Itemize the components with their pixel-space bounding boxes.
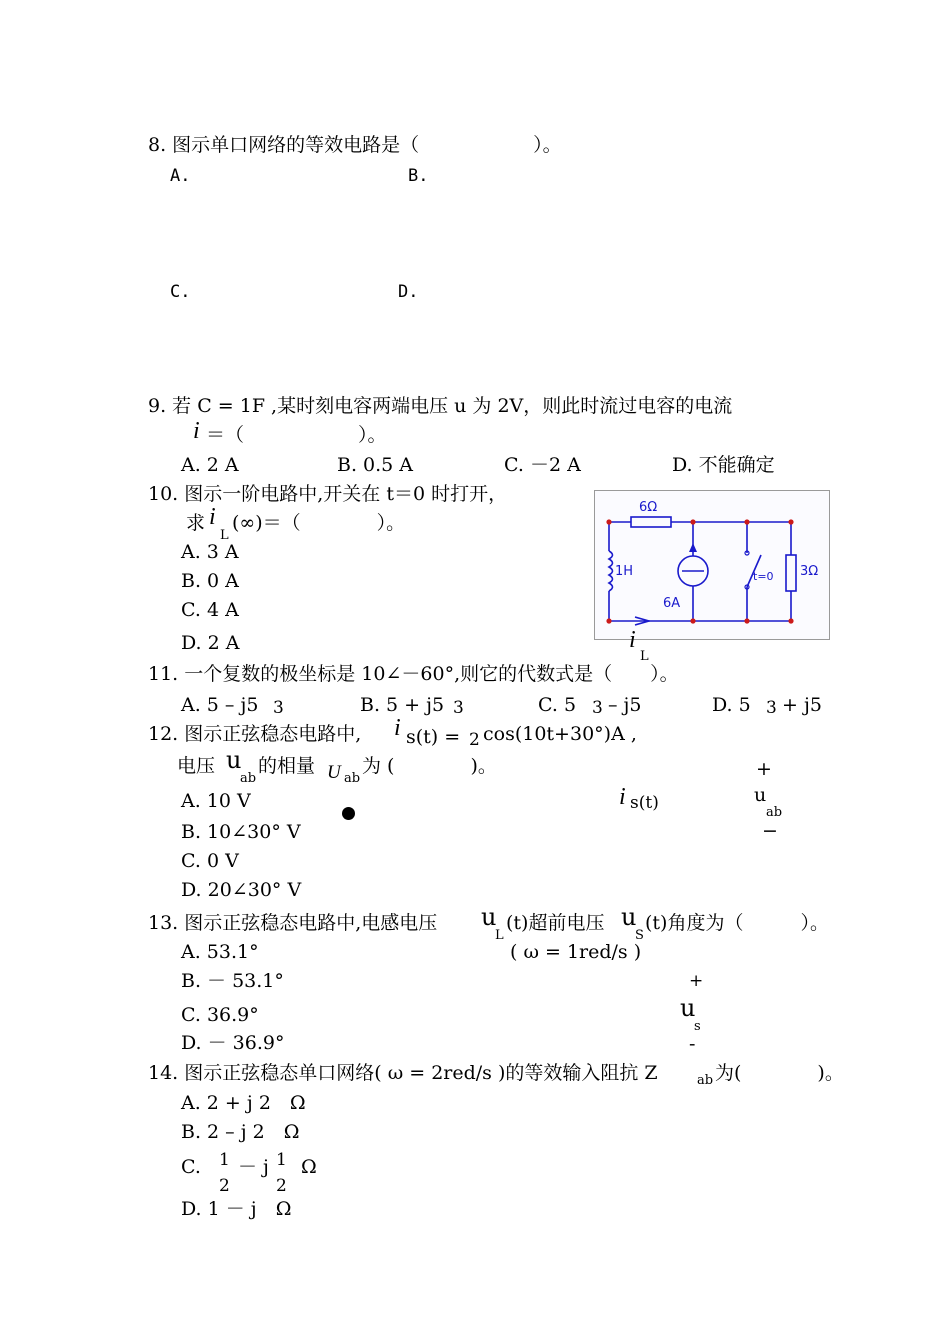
q14-option-a: A. 2 + j 2 Ω	[181, 1092, 306, 1114]
q10-option-a: A. 3 A	[181, 541, 239, 563]
q14-sub-ab: ab	[697, 1073, 714, 1088]
q9-option-a: A. 2 A	[181, 454, 239, 476]
q12-sqrt: 2	[469, 730, 480, 750]
q9-option-c: C. －2 A	[504, 454, 581, 476]
q8-option-c: C.	[170, 282, 191, 302]
q12-sub-ab2: ab	[344, 771, 361, 786]
q9-eq: ＝（ ）。	[206, 424, 387, 446]
q13-fig-minus: -	[689, 1033, 696, 1055]
q11-option-a: A. 5 – j5	[181, 694, 259, 716]
q12-var-u: u	[226, 746, 242, 774]
circuit-diagram	[595, 491, 829, 639]
q11-option-d-post: + j5	[782, 694, 822, 716]
q11-option-c-pre: C. 5	[538, 694, 577, 716]
q12-var-i: i	[394, 715, 401, 741]
q12-option-a: A. 10 V	[181, 790, 251, 812]
q12-stem-pre: 12. 图示正弦稳态电路中,	[148, 723, 362, 745]
q12-fig-minus: −	[762, 820, 778, 842]
q14-option-c-unit: Ω	[301, 1156, 317, 1178]
q12-sub-ab: ab	[240, 771, 257, 786]
circuit-switch-label: t=0	[753, 570, 774, 583]
q10-circuit-figure	[594, 490, 830, 640]
q14-option-c-den2: 2	[276, 1176, 287, 1196]
q14-option-c-den: 2	[219, 1176, 230, 1196]
q13-fig-u: u	[680, 994, 696, 1022]
q12-fig-plus: +	[756, 758, 772, 780]
q10-option-d: D. 2 A	[181, 632, 240, 654]
q11-option-d-sub: 3	[766, 698, 777, 718]
q9-option-d: D. 不能确定	[672, 454, 775, 476]
q13-fig-us-sub: s	[694, 1019, 701, 1034]
q13-option-b: B. － 53.1°	[181, 970, 284, 992]
q11-option-a-sub: 3	[273, 698, 284, 718]
q8-option-b: B.	[408, 166, 429, 186]
q13-var-u2: u	[621, 903, 637, 931]
q14-option-b: B. 2 – j 2 Ω	[181, 1121, 300, 1143]
q12-line2-post: 为 ( )。	[362, 755, 497, 777]
q13-mid: (t)超前电压	[506, 912, 605, 934]
q13-sub-l: L	[495, 928, 504, 943]
q13-option-c: C. 36.9°	[181, 1004, 259, 1026]
q10-stem: 10. 图示一阶电路中,开关在 t＝0 时打开，	[148, 483, 508, 505]
circuit-il-sub: L	[640, 649, 649, 664]
q9-option-b: B. 0.5 A	[337, 454, 414, 476]
q10-tail: (∞)＝（ ）。	[232, 512, 406, 534]
q9-stem: 9. 若 C = 1F ,某时刻电容两端电压 u 为 2V，则此时流过电容的电流	[148, 395, 733, 417]
q12-stem-post: cos(10t+30°)A ,	[483, 723, 637, 745]
q13-post: (t)角度为（ ）。	[645, 912, 829, 934]
q12-option-d: D. 20∠30° V	[181, 879, 302, 901]
q10-ask: 求	[186, 512, 206, 534]
q10-sub-l: L	[220, 528, 229, 543]
q12-sub-s: s(t) =	[406, 726, 461, 748]
q13-option-d: D. － 36.9°	[181, 1032, 285, 1054]
q13-var-u1: u	[481, 903, 497, 931]
q14-stem-pre: 14. 图示正弦稳态单口网络( ω = 2red/s )的等效输入阻抗 Z	[148, 1062, 658, 1084]
q11-option-d-pre: D. 5	[712, 694, 751, 716]
q13-omega: ( ω = 1red/s )	[510, 941, 642, 963]
q13-stem-pre: 13. 图示正弦稳态电路中,电感电压	[148, 912, 438, 934]
q13-option-a: A. 53.1°	[181, 941, 259, 963]
circuit-source-label: 6A	[663, 596, 681, 611]
q12-fig-i: i	[619, 784, 626, 810]
q12-line2-pre: 电压	[177, 755, 216, 777]
q14-stem-post: 为( )。	[715, 1062, 844, 1084]
q14-option-c-num: 1	[219, 1150, 230, 1170]
q11-stem: 11. 一个复数的极坐标是 10∠－60°,则它的代数式是（ ）。	[148, 663, 679, 685]
q12-option-b: B. 10∠30° V	[181, 821, 301, 843]
q10-option-b: B. 0 A	[181, 570, 239, 592]
q12-option-c: C. 0 V	[181, 850, 239, 872]
q12-fig-u: u	[754, 784, 767, 806]
q13-sub-s: S	[635, 928, 644, 943]
q8-option-d: D.	[398, 282, 419, 302]
q14-option-c-label: C.	[181, 1156, 201, 1178]
circuit-il-var: i	[629, 627, 636, 653]
q12-fig-uab-sub: ab	[766, 805, 783, 820]
circuit-r1-label: 6Ω	[639, 500, 658, 515]
q12-fig-is-sub: s(t)	[630, 793, 659, 813]
q9-var-i: i	[193, 418, 200, 444]
circuit-l-label: 1H	[615, 564, 634, 579]
q8-stem: 8. 图示单口网络的等效电路是（ ）。	[148, 134, 562, 156]
q10-option-c: C. 4 A	[181, 599, 239, 621]
q11-option-b-sub: 3	[453, 698, 464, 718]
q14-option-c-mid: － j	[238, 1156, 269, 1178]
q12-line2-mid: 的相量	[258, 755, 316, 777]
q14-option-c-num2: 1	[276, 1150, 287, 1170]
q13-fig-plus: +	[689, 971, 704, 991]
q10-var-i: i	[209, 504, 216, 530]
q11-option-b: B. 5 + j5	[360, 694, 445, 716]
q11-option-c-sub: 3	[592, 698, 603, 718]
q8-option-a: A.	[170, 166, 191, 186]
circuit-r2-label: 3Ω	[800, 564, 819, 579]
q11-option-c-post: – j5	[608, 694, 642, 716]
q12-figure-dot	[342, 807, 355, 820]
q14-option-d: D. 1 － j Ω	[181, 1198, 292, 1220]
q12-var-U: U	[327, 762, 341, 783]
